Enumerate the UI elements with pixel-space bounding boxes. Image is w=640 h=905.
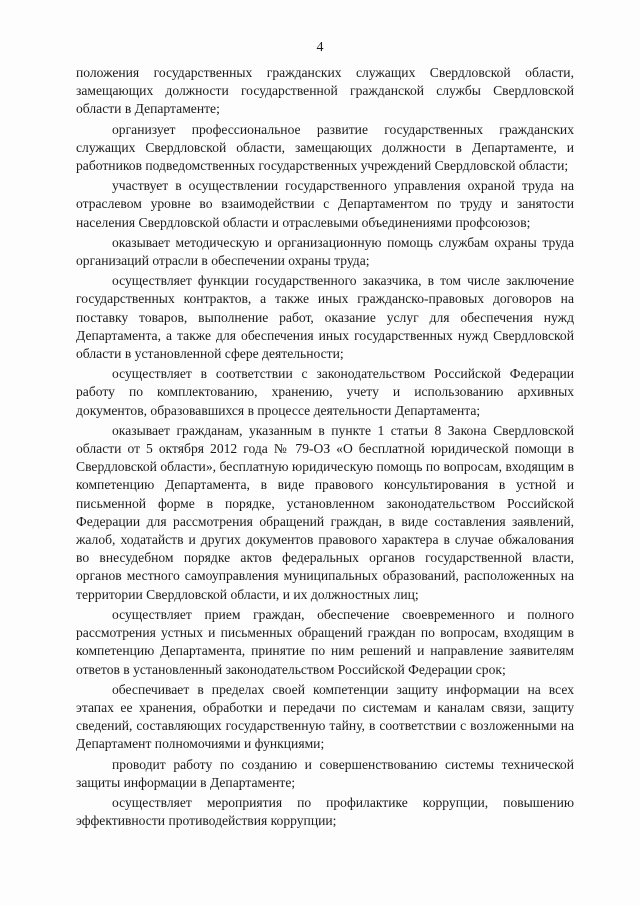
paragraph-anti-corruption: осуществляет мероприятия по профилактике коррупции, повышению эффективности противодействия коррупции;: [76, 794, 574, 829]
paragraph-citizen-reception: осуществляет прием граждан, обеспечение своевременного и полного рассмотрения устных и письменных обращений граждан по вопросам, входящим в компетенцию Департамента, принятие по ним решений и направление заявителям ответов в установленный законодательством Российской Федерации срок;: [76, 606, 574, 677]
paragraph-methodical-assistance: оказывает методическую и организационную помощь службам охраны труда организаций отрасли в обеспечении охраны труда;: [76, 234, 574, 269]
paragraph-information-protection: обеспечивает в пределах своей компетенции защиту информации на всех этапах ее хранения, обработки и передачи по системам и каналам связи, защиту сведений, составляющих государственную тайну, в соответствии с возложенными на Департамент полномочиями и функциями;: [76, 681, 574, 752]
paragraph-professional-development: организует профессиональное развитие государственных гражданских служащих Свердловской области, замещающих должности в Департаменте, и работников подведомственных государственных учреждений Свердловской области;: [76, 121, 574, 174]
paragraph-technical-protection: проводит работу по созданию и совершенствованию системы технической защиты информации в Департаменте;: [76, 756, 574, 790]
paragraph-state-customer: осуществляет функции государственного заказчика, в том числе заключение государственных контрактов, а также иных гражданско-правовых договоров на поставку товаров, выполнение работ, оказание услуг для обеспечения нужд Департамента, а также для обеспечения иных государственных нужд Свердловской области в установленной сфере деятельности;: [76, 273, 574, 362]
document-body: [76, 64, 574, 832]
paragraph-archives: осуществляет в соответствии с законодательством Российской Федерации работу по комплектованию, хранению, учету и использованию архивных документов, образовавшихся в процессе деятельности Департамента;: [76, 366, 574, 418]
page-number: 4: [316, 40, 324, 55]
paragraph-legal-aid: оказывает гражданам, указанным в пункте 1 статьи 8 Закона Свердловской области от 5 октября 2012 года № 79-ОЗ «О бесплатной юридической помощи в Свердловской области», бесплатную юридическую помощь по вопросам, входящим в компетенцию Департамента, в виде правового консультирования в устной и письменной форме в порядке, установленном законодательством Российской Федерации для рассмотрения обращений граждан, в виде составления заявлений, жалоб, ходатайств и других документов правового характера в случае обжалования во внесудебном порядке актов федеральных органов государственной власти, органов местного самоуправления муниципальных образований, расположенных на территории Свердловской области, и их должностных лиц;: [76, 422, 574, 602]
paragraph-continuation: положения государственных гражданских служащих Свердловской области, замещающих должности государственной гражданской службы Свердловской области в Департаменте;: [76, 65, 574, 117]
paragraph-labor-protection-management: участвует в осуществлении государственного управления охраной труда на отраслевом уровне во взаимодействии с Департаментом по труду и занятости населения Свердловской области и отраслевыми объединениями профсоюзов;: [76, 178, 574, 230]
